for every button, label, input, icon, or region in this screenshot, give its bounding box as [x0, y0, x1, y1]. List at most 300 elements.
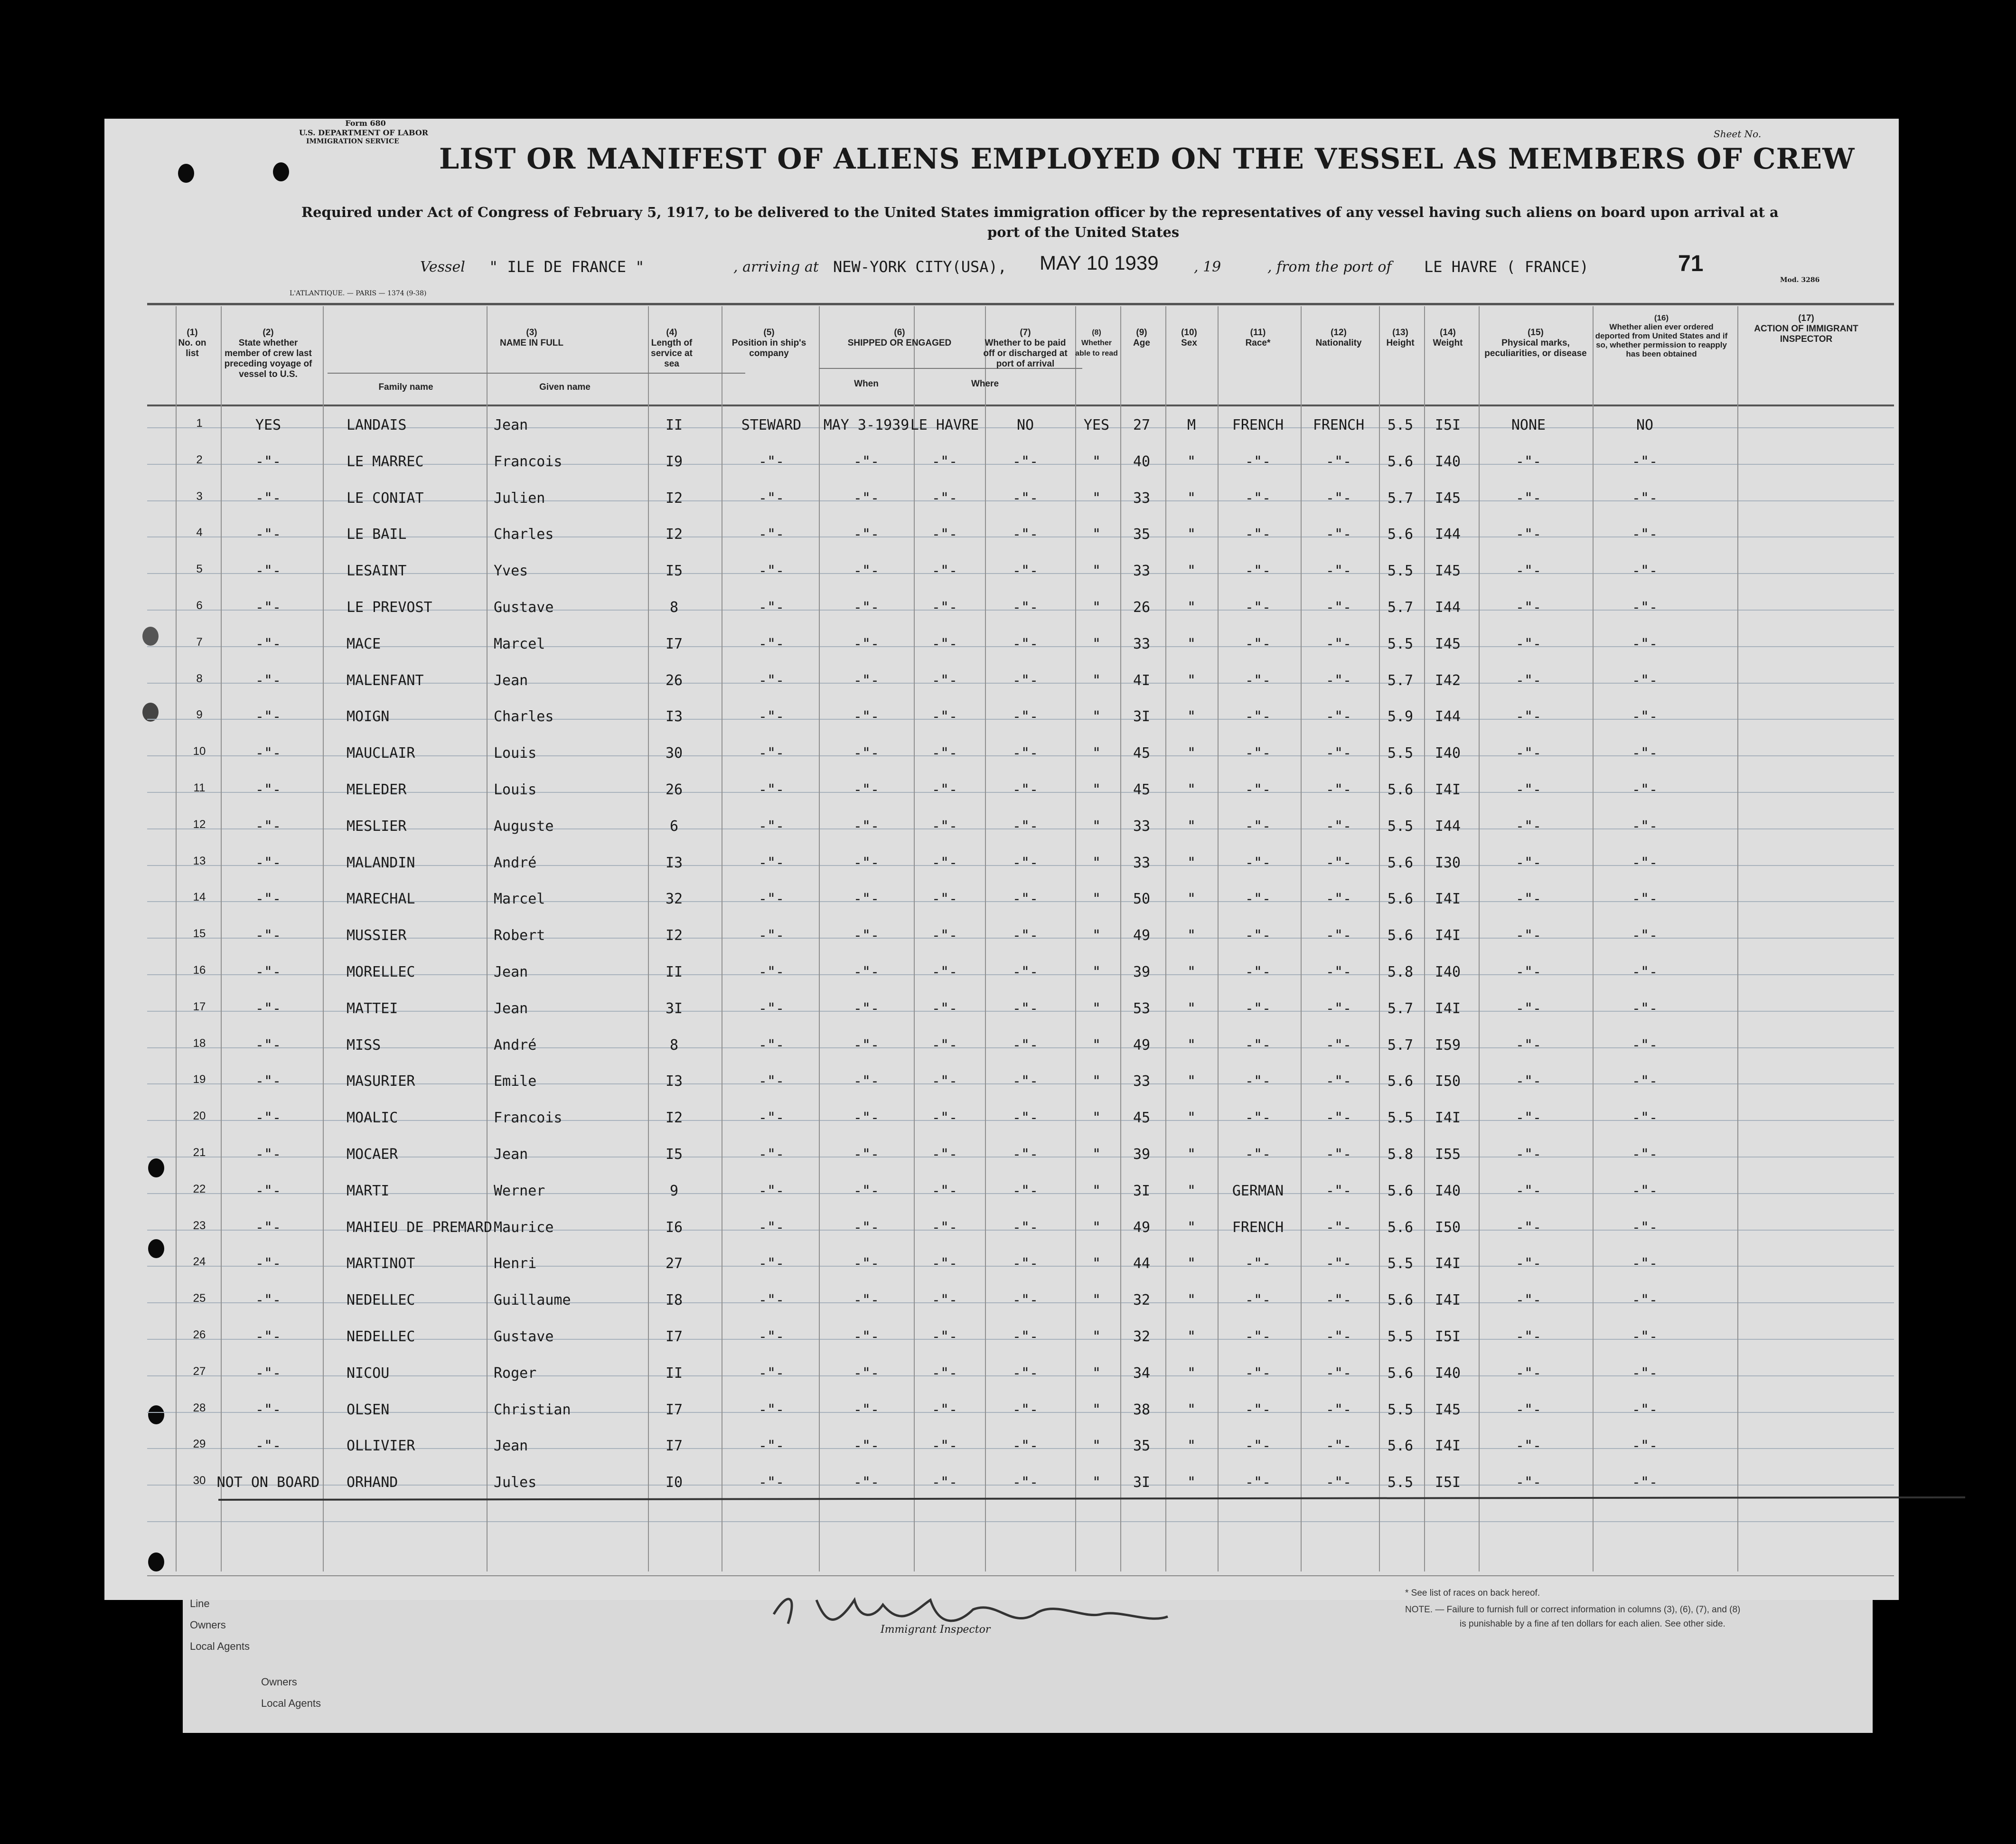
height-cell: 5.7 [1387, 599, 1414, 616]
deported-cell: -"- [1632, 745, 1658, 762]
physical-marks-cell: -"- [1515, 1255, 1542, 1272]
row-number-cell: 4 [196, 526, 203, 539]
height-cell: 5.5 [1387, 563, 1414, 580]
form-title: LIST OR MANIFEST OF ALIENS EMPLOYED ON THE VESSEL AS MEMBERS OF CREW [439, 142, 1855, 176]
column-rule [1165, 306, 1166, 1571]
weight-cell: I5I [1435, 1328, 1461, 1345]
race-cell: -"- [1245, 453, 1271, 470]
sex-cell: " [1187, 1219, 1196, 1236]
physical-marks-cell: -"- [1515, 1036, 1542, 1054]
sex-cell: " [1187, 526, 1196, 543]
weight-cell: I44 [1435, 708, 1461, 725]
punch-hole [178, 164, 194, 183]
paid-off-cell: -"- [1012, 1364, 1039, 1382]
shipped-when-cell: -"- [853, 854, 880, 871]
form-subtitle-1: Required under Act of Congress of February 5, 1917, to be delivered to the United States immigration officer by the representatives of any vessel having such aliens on board upon arrival at a [301, 204, 1779, 220]
row-number-cell: 26 [193, 1328, 206, 1341]
nationality-cell: -"- [1325, 453, 1352, 470]
service-length-cell: I7 [665, 1401, 683, 1418]
service: IMMIGRATION SERVICE [306, 138, 399, 145]
able-to-read-cell: " [1092, 489, 1101, 507]
shipped-when-cell: -"- [853, 635, 880, 652]
service-length-cell: 26 [665, 672, 683, 689]
position-cell: -"- [758, 1255, 785, 1272]
given-name-cell: Henri [494, 1255, 537, 1272]
col-action-number: (17) [1798, 313, 1814, 323]
punch-hole [273, 162, 289, 181]
col-race-label: Race* [1245, 338, 1271, 348]
position-cell: -"- [758, 453, 785, 470]
age-cell: 40 [1133, 453, 1151, 470]
family-name-cell: MASURIER [347, 1073, 415, 1090]
paid-off-cell: -"- [1012, 489, 1039, 507]
shipped-when-cell: -"- [853, 1401, 880, 1418]
height-cell: 5.8 [1387, 1146, 1414, 1163]
deported-cell: NO [1636, 417, 1654, 433]
column-rule [1593, 306, 1594, 1571]
shipped-where-cell: -"- [931, 1219, 958, 1236]
family-name-cell: MESLIER [347, 818, 407, 835]
nationality-cell: -"- [1325, 1000, 1352, 1017]
family-name-cell: MATTEI [347, 1000, 398, 1017]
paid-off-cell: -"- [1012, 891, 1039, 908]
previous-voyage-cell: -"- [255, 1110, 281, 1127]
col-header-previous-voyage [221, 328, 316, 380]
vessel-label: Vessel [420, 259, 465, 275]
column-rule [323, 306, 324, 1571]
race-cell: -"- [1245, 599, 1271, 616]
shipped-when-cell: -"- [853, 1328, 880, 1345]
weight-cell: I4I [1435, 1255, 1461, 1272]
row-number-cell: 23 [193, 1219, 206, 1232]
vessel-name: " ILE DE FRANCE " [489, 258, 645, 276]
row-number-cell: 22 [193, 1182, 206, 1195]
service-length-cell: 27 [665, 1255, 683, 1272]
height-cell: 5.7 [1387, 489, 1414, 507]
row-number-cell: 12 [193, 818, 206, 831]
column-rule [1301, 306, 1302, 1571]
paid-off-cell: -"- [1012, 453, 1039, 470]
col-position-number: (5) [763, 328, 775, 338]
col-name-label: NAME IN FULL [499, 338, 564, 348]
position-cell: -"- [758, 927, 785, 944]
given-name-cell: André [494, 1036, 537, 1054]
age-cell: 39 [1133, 964, 1151, 980]
position-cell: -"- [758, 489, 785, 507]
able-to-read-cell: " [1092, 1110, 1101, 1127]
physical-marks-cell: -"- [1515, 745, 1542, 762]
col-header-height [1379, 328, 1422, 348]
family-name-cell: LE CONIAT [347, 489, 424, 507]
able-to-read-cell: " [1092, 1364, 1101, 1382]
weight-cell: I40 [1435, 745, 1461, 762]
able-to-read-cell: " [1092, 526, 1101, 543]
nationality-cell: -"- [1325, 1364, 1352, 1382]
column-rule [176, 306, 177, 1571]
position-cell: -"- [758, 563, 785, 580]
shipped-where-cell: -"- [931, 1364, 958, 1382]
age-cell: 32 [1133, 1328, 1151, 1345]
sex-cell: M [1187, 417, 1196, 433]
height-cell: 5.5 [1387, 1474, 1414, 1491]
race-cell: GERMAN [1232, 1182, 1284, 1199]
shipped-where-cell: -"- [931, 1292, 958, 1309]
form-mod: Mod. 3286 [1780, 276, 1820, 284]
paid-off-cell: -"- [1012, 854, 1039, 871]
col-deported-number: (16) [1654, 313, 1669, 322]
strike-through-line [218, 1496, 1965, 1501]
height-cell: 5.6 [1387, 854, 1414, 871]
race-cell: -"- [1245, 891, 1271, 908]
shipped-when-cell: -"- [853, 489, 880, 507]
race-cell: -"- [1245, 563, 1271, 580]
col-header-where: Where [971, 379, 999, 389]
weight-cell: I45 [1435, 635, 1461, 652]
family-name-cell: LE PREVOST [347, 599, 432, 616]
owners-label-2: Owners [261, 1676, 297, 1688]
sex-cell: " [1187, 489, 1196, 507]
family-name-cell: ORHAND [347, 1474, 398, 1491]
col-prev-number: (2) [263, 328, 274, 338]
position-cell: -"- [758, 1182, 785, 1199]
shipped-when-cell: -"- [853, 781, 880, 798]
able-to-read-cell: " [1092, 708, 1101, 725]
height-cell: 5.6 [1387, 526, 1414, 543]
family-name-cell: MOCAER [347, 1146, 398, 1163]
position-cell: -"- [758, 1219, 785, 1236]
able-to-read-cell: " [1092, 453, 1101, 470]
position-cell: -"- [758, 526, 785, 543]
race-cell: -"- [1245, 672, 1271, 689]
race-cell: -"- [1245, 1328, 1271, 1345]
position-cell: -"- [758, 1146, 785, 1163]
age-cell: 38 [1133, 1401, 1151, 1418]
family-name-cell: LANDAIS [347, 417, 407, 433]
deported-cell: -"- [1632, 1000, 1658, 1017]
given-name-cell: Werner [494, 1182, 545, 1199]
given-name-cell: Jean [494, 1146, 528, 1163]
nationality-cell: -"- [1325, 1401, 1352, 1418]
position-cell: -"- [758, 781, 785, 798]
previous-voyage-cell: -"- [255, 1255, 281, 1272]
age-cell: 53 [1133, 1000, 1151, 1017]
able-to-read-cell: " [1092, 1073, 1101, 1090]
col-header-family-name: Family name [378, 382, 433, 392]
row-number-cell: 2 [196, 453, 203, 466]
able-to-read-cell: " [1092, 1182, 1101, 1199]
position-cell: -"- [758, 854, 785, 871]
sex-cell: " [1187, 1438, 1196, 1455]
family-name-cell: MISS [347, 1036, 381, 1054]
sex-cell: " [1187, 1474, 1196, 1491]
paid-off-cell: -"- [1012, 1401, 1039, 1418]
able-to-read-cell: " [1092, 1438, 1101, 1455]
col-marks-label: Physical marks, peculiarities, or disease [1484, 338, 1587, 358]
shipped-when-cell: -"- [853, 1146, 880, 1163]
race-cell: -"- [1245, 526, 1271, 543]
nationality-cell: -"- [1325, 781, 1352, 798]
shipped-where-cell: -"- [931, 599, 958, 616]
row-number-cell: 1 [196, 417, 203, 430]
given-name-cell: Jean [494, 1000, 528, 1017]
able-to-read-cell: " [1092, 854, 1101, 871]
shipped-where-cell: -"- [931, 1073, 958, 1090]
position-cell: -"- [758, 1474, 785, 1491]
race-cell: -"- [1245, 1110, 1271, 1127]
nationality-cell: -"- [1325, 672, 1352, 689]
service-length-cell: I7 [665, 1438, 683, 1455]
paid-off-cell: NO [1016, 417, 1034, 433]
physical-marks-cell: -"- [1515, 891, 1542, 908]
age-cell: 45 [1133, 1110, 1151, 1127]
shipped-when-cell: -"- [853, 891, 880, 908]
position-cell: -"- [758, 599, 785, 616]
paid-off-cell: -"- [1012, 927, 1039, 944]
arriving-port: NEW-YORK CITY(USA), [833, 258, 1007, 276]
col-header-no [178, 328, 206, 359]
nationality-cell: -"- [1325, 1328, 1352, 1345]
physical-marks-cell: -"- [1515, 526, 1542, 543]
previous-voyage-cell: -"- [255, 672, 281, 689]
age-cell: 49 [1133, 1036, 1151, 1054]
row-number-cell: 13 [193, 854, 206, 867]
shipped-when-cell: -"- [853, 1036, 880, 1054]
family-name-cell: MARECHAL [347, 891, 415, 908]
inspector-signature [760, 1571, 1225, 1643]
previous-voyage-cell: -"- [255, 453, 281, 470]
deported-cell: -"- [1632, 489, 1658, 507]
position-cell: -"- [758, 1401, 785, 1418]
height-cell: 5.7 [1387, 1000, 1414, 1017]
age-cell: 32 [1133, 1292, 1151, 1309]
sex-cell: " [1187, 781, 1196, 798]
physical-marks-cell: -"- [1515, 964, 1542, 980]
race-cell: -"- [1245, 927, 1271, 944]
height-cell: 5.5 [1387, 1110, 1414, 1127]
sex-cell: " [1187, 745, 1196, 762]
previous-voyage-cell: -"- [255, 489, 281, 507]
col-header-given-name: Given name [539, 382, 591, 392]
service-length-cell: II [665, 964, 683, 980]
sex-cell: " [1187, 854, 1196, 871]
col-age-label: Age [1133, 338, 1150, 348]
name-subheader-rule [328, 373, 745, 374]
age-cell: 27 [1133, 417, 1151, 433]
col-header-service [648, 328, 695, 369]
punch-hole [148, 1239, 164, 1258]
position-cell: -"- [758, 1000, 785, 1017]
physical-marks-cell: -"- [1515, 854, 1542, 871]
physical-marks-cell: -"- [1515, 1182, 1542, 1199]
physical-marks-cell: -"- [1515, 1364, 1542, 1382]
deported-cell: -"- [1632, 1146, 1658, 1163]
column-rule [914, 306, 915, 1571]
shipped-where-cell: -"- [931, 781, 958, 798]
height-cell: 5.9 [1387, 708, 1414, 725]
column-rule [1120, 306, 1121, 1571]
family-name-cell: OLLIVIER [347, 1438, 415, 1455]
family-name-cell: MAUCLAIR [347, 745, 415, 762]
shipped-when-cell: -"- [853, 1073, 880, 1090]
deported-cell: -"- [1632, 1219, 1658, 1236]
previous-voyage-cell: -"- [255, 599, 281, 616]
row-number-cell: 17 [193, 1000, 206, 1013]
weight-cell: I59 [1435, 1036, 1461, 1054]
shipped-where-cell: -"- [931, 563, 958, 580]
service-length-cell: 32 [665, 891, 683, 908]
shipped-where-cell: -"- [931, 745, 958, 762]
header-bottom-border [147, 405, 1894, 406]
weight-cell: I40 [1435, 1182, 1461, 1199]
sex-cell: " [1187, 1292, 1196, 1309]
punch-hole [148, 1158, 164, 1177]
given-name-cell: Gustave [494, 599, 554, 616]
service-length-cell: I0 [665, 1474, 683, 1491]
col-sex-label: Sex [1181, 338, 1197, 348]
shipped-where-cell: -"- [931, 818, 958, 835]
able-to-read-cell: " [1092, 891, 1101, 908]
family-name-cell: MUSSIER [347, 927, 407, 944]
nationality-cell: -"- [1325, 1219, 1352, 1236]
shipped-where-cell: -"- [931, 526, 958, 543]
race-cell: -"- [1245, 635, 1271, 652]
nationality-cell: -"- [1325, 1474, 1352, 1491]
family-name-cell: MALANDIN [347, 854, 415, 871]
row-number-cell: 16 [193, 964, 206, 977]
col-header-age [1120, 328, 1163, 348]
shipped-where-cell: -"- [931, 1401, 958, 1418]
weight-cell: I5I [1435, 417, 1461, 433]
given-name-cell: Christian [494, 1401, 571, 1418]
row-number-cell: 24 [193, 1255, 206, 1269]
paid-off-cell: -"- [1012, 781, 1039, 798]
able-to-read-cell: " [1092, 781, 1101, 798]
nationality-cell: -"- [1325, 526, 1352, 543]
weight-cell: I50 [1435, 1073, 1461, 1090]
row-number-cell: 30 [193, 1474, 206, 1487]
weight-cell: I45 [1435, 563, 1461, 580]
shipped-where-cell: -"- [931, 1000, 958, 1017]
local-agents-label: Local Agents [190, 1640, 250, 1652]
sex-cell: " [1187, 563, 1196, 580]
paid-off-cell: -"- [1012, 1036, 1039, 1054]
shipped-when-cell: -"- [853, 453, 880, 470]
col-header-deported [1593, 313, 1730, 358]
paid-off-cell: -"- [1012, 708, 1039, 725]
position-cell: -"- [758, 1328, 785, 1345]
paid-off-cell: -"- [1012, 1255, 1039, 1272]
paid-off-cell: -"- [1012, 964, 1039, 980]
age-cell: 33 [1133, 818, 1151, 835]
sex-cell: " [1187, 708, 1196, 725]
family-name-cell: MACE [347, 635, 381, 652]
shipped-where-cell: -"- [931, 672, 958, 689]
previous-voyage-cell: -"- [255, 1292, 281, 1309]
race-note: * See list of races on back hereof. [1405, 1588, 1540, 1598]
shipped-when-cell: -"- [853, 927, 880, 944]
race-cell: -"- [1245, 1255, 1271, 1272]
arriving-label: , arriving at [733, 259, 819, 275]
weight-cell: I4I [1435, 1438, 1461, 1455]
height-cell: 5.6 [1387, 1219, 1414, 1236]
paid-off-cell: -"- [1012, 563, 1039, 580]
age-cell: 44 [1133, 1255, 1151, 1272]
given-name-cell: Roger [494, 1364, 537, 1382]
deported-cell: -"- [1632, 635, 1658, 652]
given-name-cell: Auguste [494, 818, 554, 835]
age-cell: 45 [1133, 745, 1151, 762]
race-cell: -"- [1245, 1146, 1271, 1163]
weight-cell: I55 [1435, 1146, 1461, 1163]
col-no-number: (1) [187, 328, 198, 338]
paid-off-cell: -"- [1012, 745, 1039, 762]
row-number-cell: 9 [196, 708, 203, 722]
height-cell: 5.5 [1387, 635, 1414, 652]
height-cell: 5.5 [1387, 417, 1414, 433]
paid-off-cell: -"- [1012, 1182, 1039, 1199]
row-number-cell: 28 [193, 1401, 206, 1414]
row-number-cell: 3 [196, 489, 203, 503]
age-cell: 33 [1133, 1073, 1151, 1090]
deported-cell: -"- [1632, 1474, 1658, 1491]
able-to-read-cell: YES [1083, 417, 1110, 433]
sex-cell: " [1187, 1073, 1196, 1090]
nationality-cell: -"- [1325, 1292, 1352, 1309]
shipped-where-cell: -"- [931, 708, 958, 725]
given-name-cell: Robert [494, 927, 545, 944]
shipped-when-cell: -"- [853, 708, 880, 725]
shipped-where-cell: -"- [931, 1328, 958, 1345]
nationality-cell: -"- [1325, 1438, 1352, 1455]
family-name-cell: NEDELLEC [347, 1292, 415, 1309]
nationality-cell: -"- [1325, 1182, 1352, 1199]
height-cell: 5.5 [1387, 1255, 1414, 1272]
weight-cell: I4I [1435, 891, 1461, 908]
previous-voyage-cell: -"- [255, 563, 281, 580]
col-deported-label: Whether alien ever ordered deported from United States and if so, whether permission to reapply has been obtained [1595, 322, 1728, 358]
physical-marks-cell: -"- [1515, 563, 1542, 580]
given-name-cell: Louis [494, 745, 537, 762]
age-cell: 45 [1133, 781, 1151, 798]
deported-cell: -"- [1632, 1364, 1658, 1382]
col-height-number: (13) [1392, 328, 1408, 338]
family-name-cell: NICOU [347, 1364, 390, 1382]
column-rule [648, 306, 649, 1571]
shipped-where-cell: -"- [931, 891, 958, 908]
sex-cell: " [1187, 599, 1196, 616]
race-cell: FRENCH [1232, 417, 1284, 433]
age-cell: 33 [1133, 854, 1151, 871]
from-port-label: , from the port of [1267, 259, 1392, 275]
able-to-read-cell: " [1092, 1328, 1101, 1345]
given-name-cell: Marcel [494, 635, 545, 652]
shipped-where-cell: -"- [931, 1438, 958, 1455]
family-name-cell: LE BAIL [347, 526, 407, 543]
col-header-nationality [1301, 328, 1377, 348]
paid-off-cell: -"- [1012, 1219, 1039, 1236]
nationality-cell: -"- [1325, 927, 1352, 944]
punch-hole [148, 1552, 164, 1571]
given-name-cell: Yves [494, 563, 528, 580]
row-rule [147, 1521, 1894, 1522]
arrival-date: MAY 10 1939 [1040, 252, 1159, 274]
column-rule [221, 306, 222, 1571]
weight-cell: I44 [1435, 526, 1461, 543]
given-name-cell: Francois [494, 1110, 563, 1127]
deported-cell: -"- [1632, 1110, 1658, 1127]
nationality-cell: -"- [1325, 745, 1352, 762]
height-cell: 5.6 [1387, 453, 1414, 470]
